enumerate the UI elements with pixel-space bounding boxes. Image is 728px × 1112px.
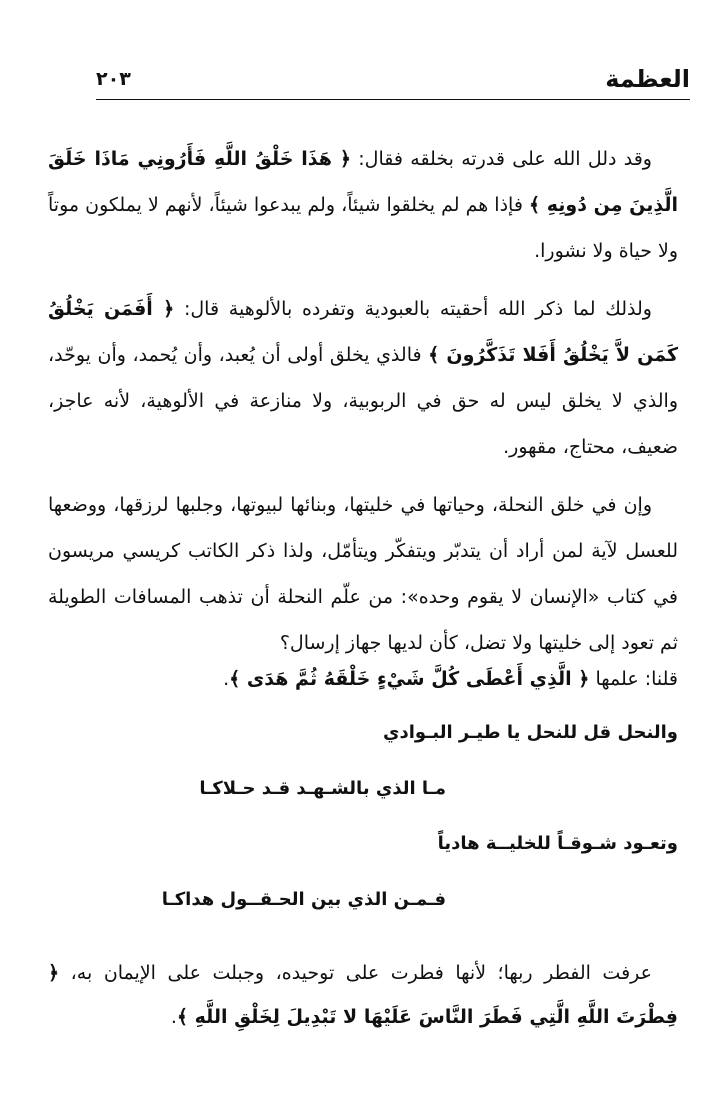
quran-verse: ﴿ فِطْرَتَ اللَّهِ الَّتِي فَطَرَ النَّاسَ عَلَيْهَا لا تَبْدِيلَ لِخَلْقِ اللَّهِ ﴾ [48,962,678,1028]
paragraph-text: وإن في خلق النحلة، وحياتها في خليتها، وبنائها لبيوتها، وجلبها لرزقها، ووضعها للعسل لآية لمن أراد أن يتدبّر ويتفكّر ويتأمّل، ولذا ذكر الكاتب كريسي مريسون في كتاب «الإنسان لا يقوم وحده»: من علّم النحلة أن تذهب المسافات الطويلة ثم تعود إلى خليتها ولا تضل، كأن لديها جهاز إرسال؟ [48,494,678,654]
page-number: ٢٠٣ [96,68,131,90]
poem-line: والنحل قل للنحل يا طيـر البـوادي [383,722,678,743]
poem-intro [223,656,678,702]
paragraph-fitra [48,951,678,1039]
intro-text: قلنا: علمها [589,668,678,690]
quran-verse: ﴿ أَفَمَن يَخْلُقُ كَمَن لاَّ يَخْلُقُ أَفَلا تَذَكَّرُونَ ﴾ [48,298,678,366]
quran-verse: ﴿ الَّذِي أَعْطَى كُلَّ شَيْءٍ خَلْقَهُ ثُمَّ هَدَى ﴾ [229,668,590,690]
paragraph-text: . [170,1006,177,1028]
poem-line: مـا الذي بالشـهـد قـد حـلاكـا [199,778,446,799]
paragraph-text: وقد دلل الله على قدرته بخلقه فقال: [350,148,652,170]
poem-line: وتعـود شـوقـاً للخليــة هادياً [437,833,678,854]
paragraph-text: ولذلك لما ذكر الله أحقيته بالعبودية وتفرده بالألوهية قال: [174,298,652,320]
poem-line: فـمـن الذي بين الحـقــول هداكـا [161,889,446,910]
paragraph-text: فالذي يخلق أولى أن يُعبد، وأن يُحمد، وأن يوحّد، والذي لا يخلق ليس له حق في الربوبية، ولا منازعة في الألوهية، لأنه عاجز، ضعيف، محتاج، مقهور. [48,344,678,458]
quran-verse: ﴿ هَذَا خَلْقُ اللَّهِ فَأَرُونِي مَاذَا خَلَقَ الَّذِينَ مِن دُونِهِ ﴾ [48,148,678,216]
paragraph-worship-right [48,286,678,470]
paragraph-text: عرفت الفطر ربها؛ لأنها فطرت على توحيده، وجبلت على الإيمان به، [59,962,652,984]
intro-text: . [223,668,230,690]
page-body [48,136,678,666]
running-title: العظمة [605,65,690,93]
page-header [96,64,690,96]
paragraph-bee [48,482,678,666]
paragraph-text: فإذا هم لم يخلقوا شيئاً، ولم يبدعوا شيئاً، لأنهم لا يملكون موتاً ولا حياة ولا نشورا. [48,194,678,262]
paragraph-creation-proof [48,136,678,274]
header-divider [96,99,690,100]
